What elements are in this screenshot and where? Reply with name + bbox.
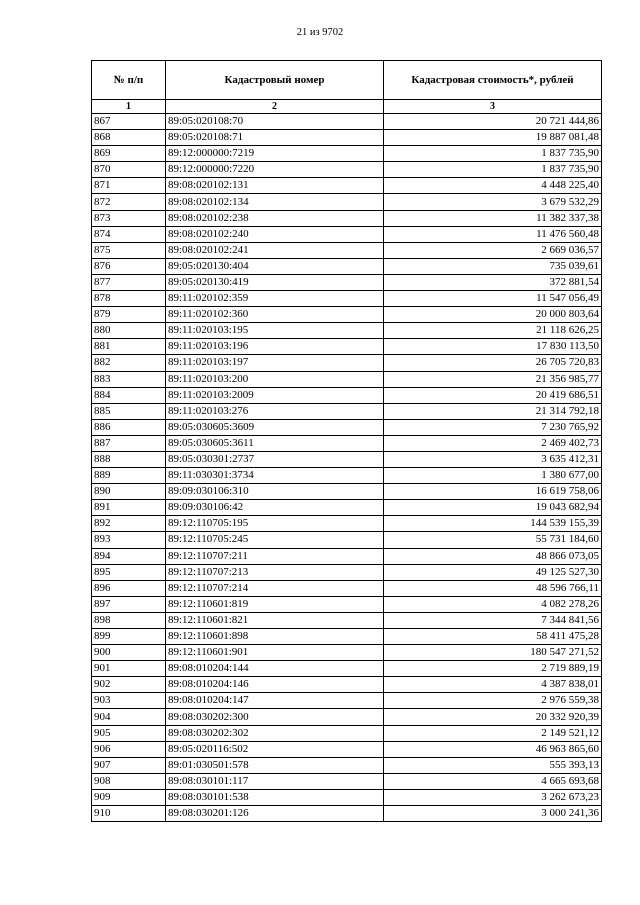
cadastral-value-cell: 180 547 271,52 (384, 645, 602, 661)
cadastral-value-cell: 3 635 412,31 (384, 451, 602, 467)
table-row (92, 709, 602, 725)
cadastral-number-cell: 89:11:020103:2009 (166, 387, 384, 403)
cadastral-value-cell: 2 669 036,57 (384, 242, 602, 258)
row-number-cell: 892 (92, 516, 166, 532)
table-row (92, 226, 602, 242)
table-row (92, 725, 602, 741)
table-row (92, 451, 602, 467)
row-number-cell: 873 (92, 210, 166, 226)
cadastral-number-cell: 89:11:030301:3734 (166, 468, 384, 484)
cadastral-number-cell: 89:12:110707:211 (166, 548, 384, 564)
row-number-cell: 903 (92, 693, 166, 709)
table-row (92, 146, 602, 162)
cadastral-value-cell: 21 118 626,25 (384, 323, 602, 339)
cadastral-value-cell: 55 731 184,60 (384, 532, 602, 548)
table-row (92, 291, 602, 307)
row-number-cell: 893 (92, 532, 166, 548)
cadastral-number-cell: 89:08:020102:131 (166, 178, 384, 194)
table-row (92, 162, 602, 178)
row-number-cell: 901 (92, 661, 166, 677)
table-row (92, 757, 602, 773)
cadastral-number-cell: 89:12:110601:821 (166, 612, 384, 628)
cadastral-number-cell: 89:05:020108:71 (166, 130, 384, 146)
cadastral-number-cell: 89:05:030301:2737 (166, 451, 384, 467)
cadastral-number-cell: 89:11:020103:195 (166, 323, 384, 339)
cadastral-value-cell: 144 539 155,39 (384, 516, 602, 532)
cadastral-number-cell: 89:08:030202:300 (166, 709, 384, 725)
table-row (92, 564, 602, 580)
cadastral-number-cell: 89:12:110707:213 (166, 564, 384, 580)
table-row (92, 645, 602, 661)
table-row (92, 323, 602, 339)
row-number-cell: 906 (92, 741, 166, 757)
cadastral-value-cell: 4 448 225,40 (384, 178, 602, 194)
cadastral-value-cell: 1 837 735,90 (384, 146, 602, 162)
row-number-cell: 889 (92, 468, 166, 484)
row-number-cell: 904 (92, 709, 166, 725)
table-row (92, 435, 602, 451)
cadastral-value-cell: 4 082 278,26 (384, 596, 602, 612)
column-number: 2 (166, 100, 384, 114)
cadastral-number-cell: 89:08:020102:134 (166, 194, 384, 210)
table-row (92, 789, 602, 805)
row-number-cell: 887 (92, 435, 166, 451)
cadastral-number-cell: 89:05:020130:404 (166, 258, 384, 274)
cadastral-number-cell: 89:08:010204:147 (166, 693, 384, 709)
cadastral-number-cell: 89:12:000000:7220 (166, 162, 384, 178)
table-row (92, 468, 602, 484)
cadastral-value-cell: 48 596 766,11 (384, 580, 602, 596)
row-number-cell: 900 (92, 645, 166, 661)
column-number-row (92, 100, 602, 114)
table-row (92, 194, 602, 210)
cadastral-number-cell: 89:12:000000:7219 (166, 146, 384, 162)
cadastral-number-cell: 89:08:020102:241 (166, 242, 384, 258)
cadastral-value-cell: 26 705 720,83 (384, 355, 602, 371)
cadastral-number-cell: 89:05:030605:3609 (166, 419, 384, 435)
cadastral-number-cell: 89:08:020102:238 (166, 210, 384, 226)
table-row (92, 548, 602, 564)
cadastral-value-cell: 1 837 735,90 (384, 162, 602, 178)
cadastral-value-cell: 49 125 527,30 (384, 564, 602, 580)
cadastral-value-cell: 372 881,54 (384, 274, 602, 290)
row-number-cell: 902 (92, 677, 166, 693)
cadastral-value-cell: 1 380 677,00 (384, 468, 602, 484)
cadastral-number-cell: 89:05:030605:3611 (166, 435, 384, 451)
cadastral-number-cell: 89:12:110601:819 (166, 596, 384, 612)
cadastral-value-cell: 11 547 056,49 (384, 291, 602, 307)
cadastral-number-cell: 89:12:110601:898 (166, 629, 384, 645)
table-row (92, 580, 602, 596)
row-number-cell: 888 (92, 451, 166, 467)
cadastral-number-cell: 89:08:010204:146 (166, 677, 384, 693)
cadastral-number-cell: 89:12:110601:901 (166, 645, 384, 661)
row-number-cell: 886 (92, 419, 166, 435)
header-row-number: № п/п (92, 61, 166, 100)
table-row (92, 629, 602, 645)
cadastral-value-cell: 46 963 865,60 (384, 741, 602, 757)
cadastral-value-cell: 2 469 402,73 (384, 435, 602, 451)
row-number-cell: 881 (92, 339, 166, 355)
cadastral-value-cell: 20 419 686,51 (384, 387, 602, 403)
table-row (92, 242, 602, 258)
row-number-cell: 884 (92, 387, 166, 403)
row-number-cell: 880 (92, 323, 166, 339)
cadastral-value-cell: 19 043 682,94 (384, 500, 602, 516)
cadastral-value-cell: 7 344 841,56 (384, 612, 602, 628)
table-row (92, 773, 602, 789)
cadastral-value-cell: 20 000 803,64 (384, 307, 602, 323)
cadastral-number-cell: 89:08:030202:302 (166, 725, 384, 741)
row-number-cell: 871 (92, 178, 166, 194)
table-row (92, 307, 602, 323)
cadastral-number-cell: 89:08:030101:117 (166, 773, 384, 789)
cadastral-value-cell: 11 382 337,38 (384, 210, 602, 226)
table-row (92, 484, 602, 500)
table-row (92, 500, 602, 516)
row-number-cell: 907 (92, 757, 166, 773)
table-row (92, 258, 602, 274)
row-number-cell: 905 (92, 725, 166, 741)
table-row (92, 387, 602, 403)
cadastral-value-cell: 7 230 765,92 (384, 419, 602, 435)
cadastral-value-cell: 20 721 444,86 (384, 114, 602, 130)
table-header-row (92, 61, 602, 100)
cadastral-value-cell: 58 411 475,28 (384, 629, 602, 645)
cadastral-value-cell: 555 393,13 (384, 757, 602, 773)
header-cadastral-value: Кадастровая стоимость*, рублей (384, 61, 602, 100)
row-number-cell: 883 (92, 371, 166, 387)
cadastral-number-cell: 89:11:020103:276 (166, 403, 384, 419)
cadastral-value-cell: 735 039,61 (384, 258, 602, 274)
table-row (92, 371, 602, 387)
row-number-cell: 890 (92, 484, 166, 500)
table-row (92, 677, 602, 693)
column-number: 3 (384, 100, 602, 114)
table-row (92, 661, 602, 677)
row-number-cell: 869 (92, 146, 166, 162)
table-row (92, 130, 602, 146)
table-row (92, 419, 602, 435)
column-number: 1 (92, 100, 166, 114)
row-number-cell: 897 (92, 596, 166, 612)
cadastral-value-cell: 19 887 081,48 (384, 130, 602, 146)
row-number-cell: 898 (92, 612, 166, 628)
row-number-cell: 895 (92, 564, 166, 580)
cadastral-number-cell: 89:05:020108:70 (166, 114, 384, 130)
cadastral-value-cell: 4 665 693,68 (384, 773, 602, 789)
cadastral-value-cell: 16 619 758,06 (384, 484, 602, 500)
row-number-cell: 867 (92, 114, 166, 130)
table-row (92, 596, 602, 612)
cadastral-number-cell: 89:05:020116:502 (166, 741, 384, 757)
cadastral-value-cell: 4 387 838,01 (384, 677, 602, 693)
cadastral-number-cell: 89:12:110705:245 (166, 532, 384, 548)
row-number-cell: 885 (92, 403, 166, 419)
row-number-cell: 879 (92, 307, 166, 323)
table-row (92, 114, 602, 130)
cadastral-number-cell: 89:12:110705:195 (166, 516, 384, 532)
row-number-cell: 874 (92, 226, 166, 242)
row-number-cell: 910 (92, 806, 166, 822)
table-row (92, 355, 602, 371)
cadastral-number-cell: 89:01:030501:578 (166, 757, 384, 773)
cadastral-number-cell: 89:11:020103:200 (166, 371, 384, 387)
cadastral-number-cell: 89:08:010204:144 (166, 661, 384, 677)
cadastral-value-cell: 21 314 792,18 (384, 403, 602, 419)
cadastral-value-cell: 3 000 241,36 (384, 806, 602, 822)
table-row (92, 806, 602, 822)
row-number-cell: 899 (92, 629, 166, 645)
table-row (92, 210, 602, 226)
cadastral-value-cell: 21 356 985,77 (384, 371, 602, 387)
table-row (92, 741, 602, 757)
cadastral-number-cell: 89:08:020102:240 (166, 226, 384, 242)
table-row (92, 532, 602, 548)
row-number-cell: 868 (92, 130, 166, 146)
table-row (92, 516, 602, 532)
table-row (92, 403, 602, 419)
table-row (92, 339, 602, 355)
table-row (92, 693, 602, 709)
cadastral-value-cell: 2 719 889,19 (384, 661, 602, 677)
cadastral-number-cell: 89:11:020103:197 (166, 355, 384, 371)
cadastral-table (91, 60, 602, 822)
row-number-cell: 909 (92, 789, 166, 805)
row-number-cell: 891 (92, 500, 166, 516)
row-number-cell: 882 (92, 355, 166, 371)
cadastral-number-cell: 89:09:030106:42 (166, 500, 384, 516)
row-number-cell: 908 (92, 773, 166, 789)
table-row (92, 274, 602, 290)
cadastral-value-cell: 3 679 532,29 (384, 194, 602, 210)
cadastral-value-cell: 3 262 673,23 (384, 789, 602, 805)
cadastral-number-cell: 89:11:020102:359 (166, 291, 384, 307)
cadastral-number-cell: 89:11:020102:360 (166, 307, 384, 323)
cadastral-value-cell: 2 149 521,12 (384, 725, 602, 741)
cadastral-value-cell: 48 866 073,05 (384, 548, 602, 564)
page-number: 21 из 9702 (296, 27, 344, 38)
row-number-cell: 878 (92, 291, 166, 307)
row-number-cell: 896 (92, 580, 166, 596)
table-row (92, 178, 602, 194)
table-row (92, 612, 602, 628)
row-number-cell: 875 (92, 242, 166, 258)
cadastral-number-cell: 89:08:030201:126 (166, 806, 384, 822)
header-cadastral-number: Кадастровый номер (166, 61, 384, 100)
cadastral-number-cell: 89:11:020103:196 (166, 339, 384, 355)
cadastral-number-cell: 89:09:030106:310 (166, 484, 384, 500)
cadastral-number-cell: 89:12:110707:214 (166, 580, 384, 596)
cadastral-value-cell: 2 976 559,38 (384, 693, 602, 709)
cadastral-value-cell: 17 830 113,50 (384, 339, 602, 355)
cadastral-value-cell: 11 476 560,48 (384, 226, 602, 242)
cadastral-value-cell: 20 332 920,39 (384, 709, 602, 725)
row-number-cell: 894 (92, 548, 166, 564)
cadastral-number-cell: 89:05:020130:419 (166, 274, 384, 290)
row-number-cell: 872 (92, 194, 166, 210)
row-number-cell: 877 (92, 274, 166, 290)
cadastral-number-cell: 89:08:030101:538 (166, 789, 384, 805)
row-number-cell: 876 (92, 258, 166, 274)
row-number-cell: 870 (92, 162, 166, 178)
